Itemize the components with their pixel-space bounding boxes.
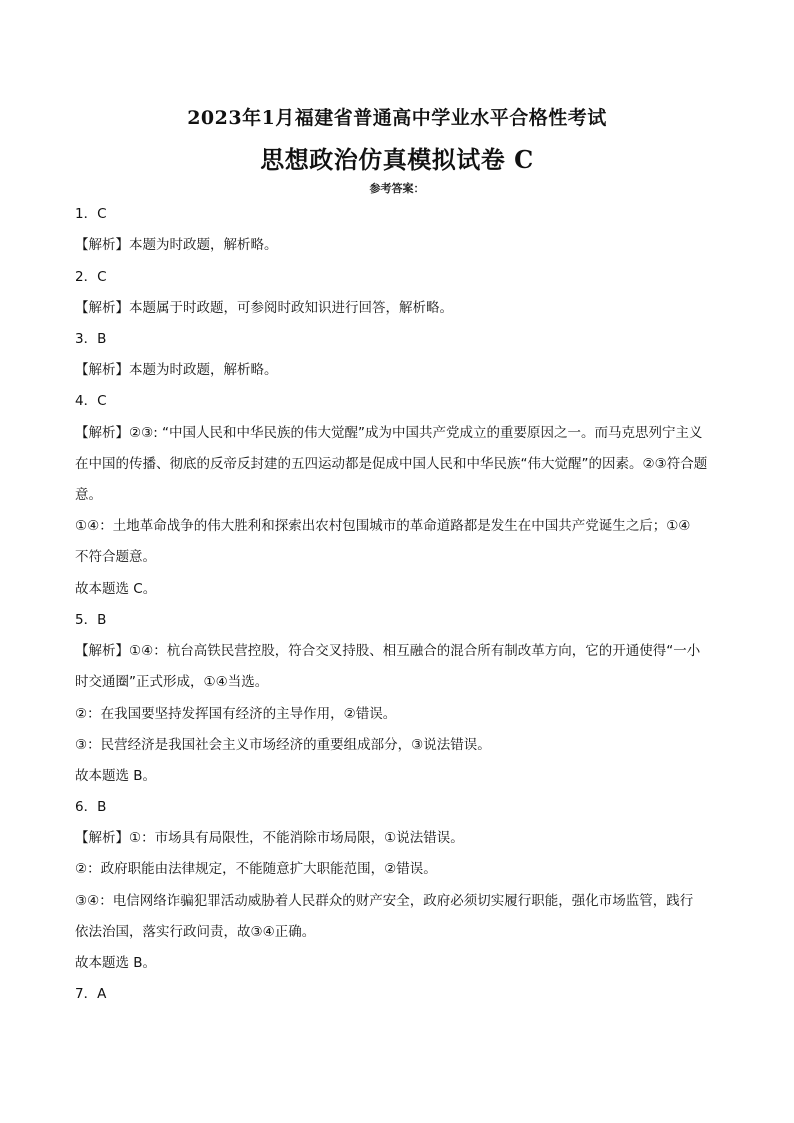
conclusion-line: 故本题选 B。	[75, 768, 157, 784]
answer-line: 2．C	[75, 269, 107, 285]
explanation-line: 【解析】本题为时政题，解析略。	[75, 362, 278, 378]
explanation-line: ②：在我国要坚持发挥国有经济的主导作用，②错误。	[75, 706, 397, 722]
explanation-line: 【解析】本题属于时政题，可参阅时政知识进行回答，解析略。	[75, 300, 453, 316]
answer-line: 5．B	[75, 612, 107, 628]
answer-line: 7．A	[75, 986, 107, 1002]
document-title: 2023年1月福建省普通高中学业水平合格性考试	[187, 107, 607, 129]
explanation-line: ①④：土地革命战争的伟大胜利和探索出农村包围城市的革命道路都是发生在中国共产党诞生之后；①④	[75, 518, 691, 534]
explanation-line: 【解析】本题为时政题，解析略。	[75, 237, 278, 253]
explanation-line: ③：民营经济是我国社会主义市场经济的重要组成部分，③说法错误。	[75, 737, 491, 753]
explanation-line: ②：政府职能由法律规定，不能随意扩大职能范围，②错误。	[75, 861, 437, 877]
answer-line: 6．B	[75, 799, 107, 815]
explanation-line: 【解析】①④：杭台高铁民营控股，符合交叉持股、相互融合的混合所有制改革方向，它的开通使得“一小	[75, 643, 701, 659]
conclusion-line: 故本题选 B。	[75, 955, 157, 971]
explanation-line: 【解析】①：市场具有局限性，不能消除市场局限，①说法错误。	[75, 830, 464, 846]
conclusion-line: 故本题选 C。	[75, 581, 157, 597]
explanation-line: 不符合题意。	[75, 549, 156, 565]
document-subtitle: 思想政治仿真模拟试卷 C	[260, 145, 534, 174]
answer-key-label: 参考答案：	[369, 182, 425, 195]
explanation-line: 意。	[75, 487, 102, 503]
answer-line: 4．C	[75, 393, 107, 409]
explanation-line: ③④：电信网络诈骗犯罪活动威胁着人民群众的财产安全，政府必须切实履行职能，强化市场监管，践行	[75, 893, 694, 909]
answer-line: 3．B	[75, 331, 107, 347]
explanation-line: 依法治国，落实行政问责，故③④正确。	[75, 924, 316, 940]
answer-line: 1．C	[75, 206, 107, 222]
explanation-line: 【解析】②③: “中国人民和中华民族的伟大觉醒”成为中国共产党成立的重要原因之一。而马克思列宁主义	[75, 425, 703, 441]
explanation-line: 时交通圈”正式形成，①④当选。	[75, 674, 269, 690]
explanation-line: 在中国的传播、彻底的反帝反封建的五四运动都是促成中国人民和中华民族“伟大觉醒”的因素。②③符合题	[75, 456, 708, 472]
